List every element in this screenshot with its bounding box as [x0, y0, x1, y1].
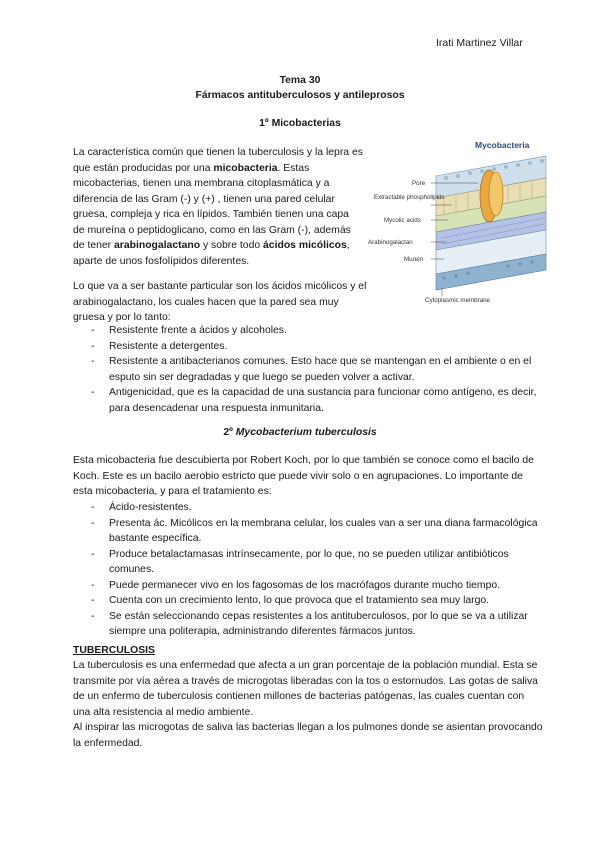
label-mycolic-acids: Mycolic acids	[384, 217, 421, 224]
paragraph-koch: Esta micobacteria fue descubierta por Robert Koch, por lo que también se conoce como el bacilo de Koch. Este es un bacilo aerobio estricto que puede vivir solo o en agrupaciones. Lo importante de esta micobacteria, y para el tratamiento es:	[73, 455, 534, 497]
label-extractable-phospholipids: Extractable phospholipids	[374, 194, 445, 201]
label-arabinogalactan: Arabinogalactan	[368, 239, 413, 246]
label-cytoplasmic-membrane: Cytoplasmic membrane	[425, 297, 490, 304]
figure-title: Mycobacteria	[475, 140, 530, 150]
list-item: - Puede permanecer vivo en los fagosomas de los macrófagos durante mucho tiempo.	[73, 578, 543, 594]
section-heading-mycobacterium-tuberculosis: 2º Mycobacterium tuberculosis	[223, 427, 377, 438]
author-name: Irati Martinez Villar	[436, 37, 523, 49]
list-item: - Resistente frente a ácidos y alcoholes.	[73, 323, 543, 339]
topic-title: Fármacos antituberculosos y antileprosos	[195, 90, 405, 101]
list-item: - Cuenta con un crecimiento lento, lo que provoca que el tratamiento sea muy largo.	[73, 593, 543, 609]
paragraph-micobacterias: La característica común que tienen la tuberculosis y la lepra es que están producidas por una micobacteria. Estas micobacterias, tienen una membrana citoplasmática y a diferencia de las Gram (-) y (+) , tienen una pared celular gruesa, compleja y rica en lípidos. También tienen una capa de mureína o peptidoglicano, como en las Gram (-), además de tener arabinogalactano y sobre todo ácidos micólicos, aparte de unos fosfolípidos diferentes.	[73, 147, 363, 267]
list-item: - Resistente a antibacterianos comunes. Esto hace que se mantengan en el ambiente o en el esputo sin ser degradadas y que luego se pueden volver a activar.	[73, 354, 543, 385]
mycobacteria-cell-wall-figure	[368, 138, 548, 308]
list-item: - Ácido-resistentes.	[73, 500, 543, 516]
list-item: - Produce betalactamasas intrínsecamente, por lo que, no se pueden utilizar antibióticos comunes.	[73, 547, 543, 578]
document-title	[0, 73, 600, 103]
list-item: - Se están seleccionando cepas resistentes a los antituberculosos, por lo que se va a utilizar siempre una politerapia, administrando diferentes fármacos juntos.	[73, 609, 543, 640]
tuberculosis-heading: TUBERCULOSIS	[73, 645, 155, 656]
list-item: - Resistente a detergentes.	[73, 339, 543, 355]
label-murein: Murein	[404, 256, 423, 263]
characteristics-list	[73, 500, 543, 640]
list-item: - Antigenicidad, que es la capacidad de una sustancia para funcionar como antígeno, es decir, para desencadenar una respuesta inmunitaria.	[73, 385, 543, 416]
topic-number: Tema 30	[279, 75, 321, 86]
section-heading-micobacterias: 1º Micobacterias	[259, 118, 341, 129]
properties-list	[73, 323, 543, 416]
cell-wall-layers	[431, 156, 546, 296]
paragraph-tuberculosis: La tuberculosis es una enfermedad que afecta a un gran porcentaje de la población mundial. Esta se transmite por vía aérea a través de microgotas liberadas con la tos o estornudos. Las gotas de saliva de un enfermo de tuberculosis contienen millones de bacterias patógenas, las cuales cuentan con una alta resistencia al medio ambiente. Al inspirar las microgotas de saliva las bacterias llegan a los pulmones donde se asientan provocando la enfermedad.	[73, 660, 543, 749]
paragraph-wall-properties: Lo que va a ser bastante particular son los ácidos micólicos y el arabinogalactano, los cuales hacen que la pared sea muy gruesa y por lo tanto:	[73, 281, 367, 323]
list-item: - Presenta ác. Micólicos en la membrana celular, los cuales van a ser una diana farmacológica bastante específica.	[73, 516, 543, 547]
label-pore: Pore	[412, 180, 426, 187]
